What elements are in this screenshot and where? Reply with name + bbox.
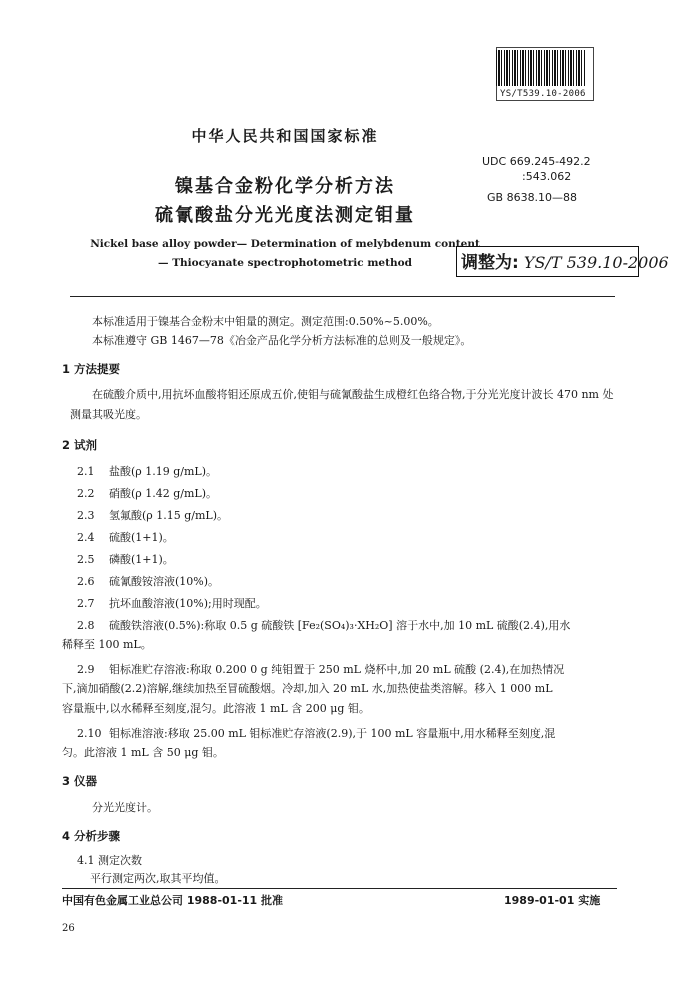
section-3-title: 3 仪器: [62, 774, 98, 788]
reagent-number: 2.10: [77, 727, 102, 740]
udc-line-2: :543.062: [522, 170, 572, 183]
barcode-number: YS/T539.10-2006: [500, 89, 586, 99]
reagent-number: 2.3: [77, 509, 95, 522]
english-title-line-2: — Thiocyanate spectrophotometric method: [158, 257, 412, 269]
approval-line: 中国有色金属工业总公司 1988-01-11 批准: [62, 894, 284, 907]
section-4-title: 4 分析步骤: [62, 829, 121, 843]
reagent-2-3: [77, 507, 228, 523]
handwritten-standard-number: YS/T 539.10-2006: [523, 253, 669, 272]
handwritten-replacement-note: [456, 246, 669, 277]
reagent-number: 2.2: [77, 487, 95, 500]
reagent-text: 抗坏血酸溶液(10%);用时现配。: [109, 597, 267, 610]
reagent-2-1: [77, 463, 217, 479]
reagent-2-8: [77, 617, 570, 633]
reagent-2-4: [77, 529, 174, 545]
reagent-text-line-1: 钼标准溶液:移取 25.00 mL 钼标准贮存溶液(2.9),于 100 mL 容量瓶中,用水稀释至刻度,混: [109, 727, 556, 740]
reagent-2-9-line-3: 容量瓶中,以水稀释至刻度,混匀。此溶液 1 mL 含 200 μg 钼。: [62, 702, 370, 715]
step-4-1-title: 4.1 测定次数: [77, 854, 142, 867]
reagent-text: 氢氟酸(ρ 1.15 g/mL)。: [109, 509, 229, 522]
reagent-2-9-line-2: 下,滴加硝酸(2.2)溶解,继续加热至冒硫酸烟。冷却,加入 20 mL 水,加热使盐类溶解。移入 1 000 mL: [62, 682, 553, 695]
reagent-number: 2.1: [77, 465, 95, 478]
reagent-number: 2.7: [77, 597, 95, 610]
reagent-text: 盐酸(ρ 1.19 g/mL)。: [109, 465, 218, 478]
header-divider: [70, 296, 615, 297]
reagent-number: 2.5: [77, 553, 95, 566]
reagent-2-6: [77, 573, 219, 589]
section-1-title: 1 方法提要: [62, 362, 121, 376]
reagent-number: 2.9: [77, 663, 95, 676]
udc-line-1: UDC 669.245-492.2: [482, 155, 591, 168]
reagent-text: 硫酸(1+1)。: [109, 531, 174, 544]
reagent-2-10: [77, 725, 555, 741]
reagent-number: 2.6: [77, 575, 95, 588]
section-1-text: 在硫酸介质中,用抗坏血酸将钼还原成五价,使钼与硫氰酸盐生成橙红色络合物,于分光光度计波长 470 nm 处测量其吸光度。: [70, 388, 614, 421]
reagent-2-9: [77, 661, 564, 677]
step-4-1-text: 平行测定两次,取其平均值。: [90, 872, 226, 885]
barcode-image: [496, 50, 586, 86]
reagent-number: 2.8: [77, 619, 95, 632]
reagent-2-2: [77, 485, 217, 501]
section-3-text: 分光光度计。: [92, 801, 158, 814]
reagent-text-line-1: 硫酸铁溶液(0.5%):称取 0.5 g 硫酸铁 [Fe₂(SO₄)₃·XH₂O] 溶于水中,加 10 mL 硫酸(2.4),用水: [109, 619, 571, 632]
reagent-2-10-continuation: 匀。此溶液 1 mL 含 50 μg 钼。: [62, 746, 224, 759]
gb-number: GB 8638.10—88: [487, 191, 578, 204]
footer-divider: [62, 888, 617, 889]
reagent-text: 磷酸(1+1)。: [109, 553, 174, 566]
intro-scope: 本标准适用于镍基合金粉末中钼量的测定。测定范围:0.50%~5.00%。: [92, 315, 439, 328]
section-2-title: 2 试剂: [62, 438, 98, 452]
document-title-line-2: 硫氰酸盐分光光度法测定钼量: [155, 205, 415, 226]
page-number: 26: [62, 923, 75, 934]
implementation-date: 1989-01-01 实施: [504, 894, 601, 907]
reagent-text-line-1: 钼标准贮存溶液:称取 0.200 0 g 纯钼置于 250 mL 烧杯中,加 20 mL 硫酸 (2.4),在加热情况: [109, 663, 565, 676]
reagent-text: 硝酸(ρ 1.42 g/mL)。: [109, 487, 218, 500]
national-standard-header: 中华人民共和国国家标准: [191, 127, 379, 145]
english-title-line-1: Nickel base alloy powder— Determination of melybdenum content: [90, 238, 480, 250]
reagent-2-5: [77, 551, 174, 567]
reagent-number: 2.4: [77, 531, 95, 544]
reagent-2-7: [77, 595, 267, 611]
intro-reference: 本标准遵守 GB 1467—78《冶金产品化学分析方法标准的总则及一般规定》。: [92, 334, 472, 347]
reagent-2-8-continuation: 稀释至 100 mL。: [62, 638, 152, 651]
document-title-line-1: 镍基合金粉化学分析方法: [175, 176, 395, 197]
reagent-text: 硫氰酸铵溶液(10%)。: [109, 575, 220, 588]
handwritten-label: 调整为:: [461, 253, 519, 273]
